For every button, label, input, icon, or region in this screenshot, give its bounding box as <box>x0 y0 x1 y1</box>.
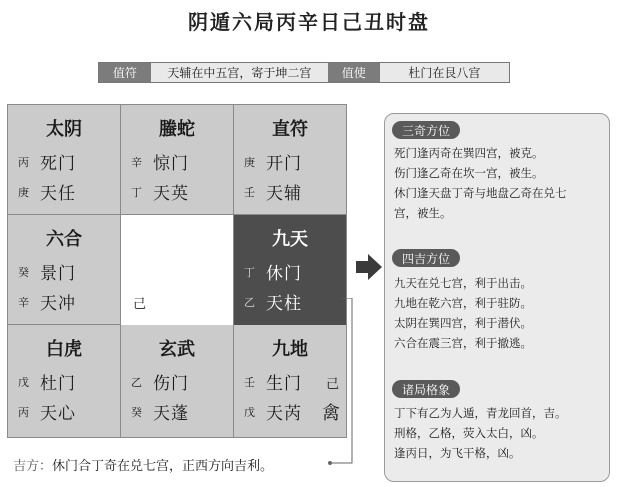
heaven-stem: 乙 <box>131 375 142 389</box>
palace-god: 玄武 <box>159 339 195 360</box>
footer-note <box>13 455 273 474</box>
sanqi-line: 死门逢丙奇在巽四宫，被克。 <box>394 146 544 160</box>
palace-god: 白虎 <box>46 339 82 360</box>
palace-grid <box>7 104 347 438</box>
info-bar <box>98 62 510 83</box>
footer-text: 休门合丁奇在兑七宫，正西方向吉利。 <box>52 459 274 474</box>
palace-god: 太阴 <box>46 119 82 140</box>
zhifu-value: 天辅在中五宫，寄于坤二宫 <box>151 63 328 82</box>
door-name: 伤门 <box>153 374 189 394</box>
geju-title: 诸局格象 <box>392 380 460 398</box>
geju-line: 刑格，乙格，荧入太白，凶。 <box>394 426 544 440</box>
earth-stem: 戊 <box>244 405 255 419</box>
palace-gen8 <box>8 325 120 435</box>
sanqi-text <box>394 143 606 223</box>
palace-god: 直符 <box>272 119 308 140</box>
chart-title: 阴遁六局丙辛日己丑时盘 <box>188 10 430 34</box>
star-name: 天柱 <box>266 294 302 314</box>
extra-stem: 己 <box>326 377 340 392</box>
footer-label: 吉方： <box>13 459 53 474</box>
door-name: 景门 <box>40 264 76 284</box>
palace-god: 六合 <box>46 229 82 250</box>
sanqi-title: 三奇方位 <box>392 121 460 139</box>
palace-kan1 <box>121 325 233 435</box>
siji-line: 六合在震三宫，利于撤逃。 <box>394 336 532 350</box>
sanqi-line: 休门逢天盘丁奇与地盘乙奇在兑七 <box>394 186 567 200</box>
star-name: 天辅 <box>266 184 302 204</box>
heaven-stem: 癸 <box>18 265 29 279</box>
heaven-stem: 辛 <box>131 155 142 169</box>
palace-god: 九地 <box>272 339 308 360</box>
door-name: 生门 <box>266 374 302 394</box>
earth-stem: 辛 <box>18 295 29 309</box>
sanqi-line: 伤门逢乙奇在坎一宫，被生。 <box>394 166 544 180</box>
siji-line: 太阴在巽四宫，利于潜伏。 <box>394 316 532 330</box>
door-name: 开门 <box>266 154 302 174</box>
siji-text <box>394 273 606 353</box>
heaven-stem: 丙 <box>18 155 29 169</box>
door-name: 惊门 <box>153 154 189 174</box>
palace-zhong5 <box>121 215 233 325</box>
palace-zhen3 <box>8 215 120 325</box>
extra-star: 禽 <box>322 403 340 424</box>
zhishi-label: 值使 <box>328 63 380 82</box>
palace-god: 螣蛇 <box>159 119 195 140</box>
heaven-stem: 庚 <box>244 155 255 169</box>
sanqi-line: 宫，被生。 <box>394 206 452 220</box>
door-name: 休门 <box>266 264 302 284</box>
earth-stem: 壬 <box>244 185 255 199</box>
heaven-stem: 戊 <box>18 375 29 389</box>
earth-stem: 乙 <box>244 295 255 309</box>
geju-line: 丁下有乙为人遁，青龙回首，吉。 <box>394 406 567 420</box>
geju-line: 逢丙日，为飞干格，凶。 <box>394 446 521 460</box>
palace-god: 九天 <box>272 229 308 250</box>
star-name: 天芮 <box>266 404 302 424</box>
arrow-right-icon <box>356 254 382 280</box>
siji-line: 九地在乾六宫，利于驻防。 <box>394 296 532 310</box>
heaven-stem: 丁 <box>244 265 255 279</box>
zhishi-value: 杜门在艮八宫 <box>380 63 509 82</box>
palace-xun4 <box>8 105 120 215</box>
earth-stem: 丙 <box>18 405 29 419</box>
center-stem: 己 <box>133 297 147 312</box>
star-name: 天蓬 <box>153 404 189 424</box>
earth-stem: 庚 <box>18 185 29 199</box>
connector-line <box>320 298 360 468</box>
earth-stem: 丁 <box>131 185 142 199</box>
geju-text <box>394 403 606 463</box>
earth-stem: 癸 <box>131 405 142 419</box>
siji-line: 九天在兑七宫，利于出击。 <box>394 276 532 290</box>
siji-title: 四吉方位 <box>392 249 460 267</box>
star-name: 天任 <box>40 184 76 204</box>
zhifu-label: 值符 <box>99 63 151 82</box>
star-name: 天冲 <box>40 294 76 314</box>
heaven-stem: 壬 <box>244 375 255 389</box>
star-name: 天心 <box>40 404 76 424</box>
palace-kun2 <box>234 105 346 215</box>
palace-li9 <box>121 105 233 215</box>
door-name: 死门 <box>40 154 76 174</box>
star-name: 天英 <box>153 184 189 204</box>
door-name: 杜门 <box>40 374 76 394</box>
